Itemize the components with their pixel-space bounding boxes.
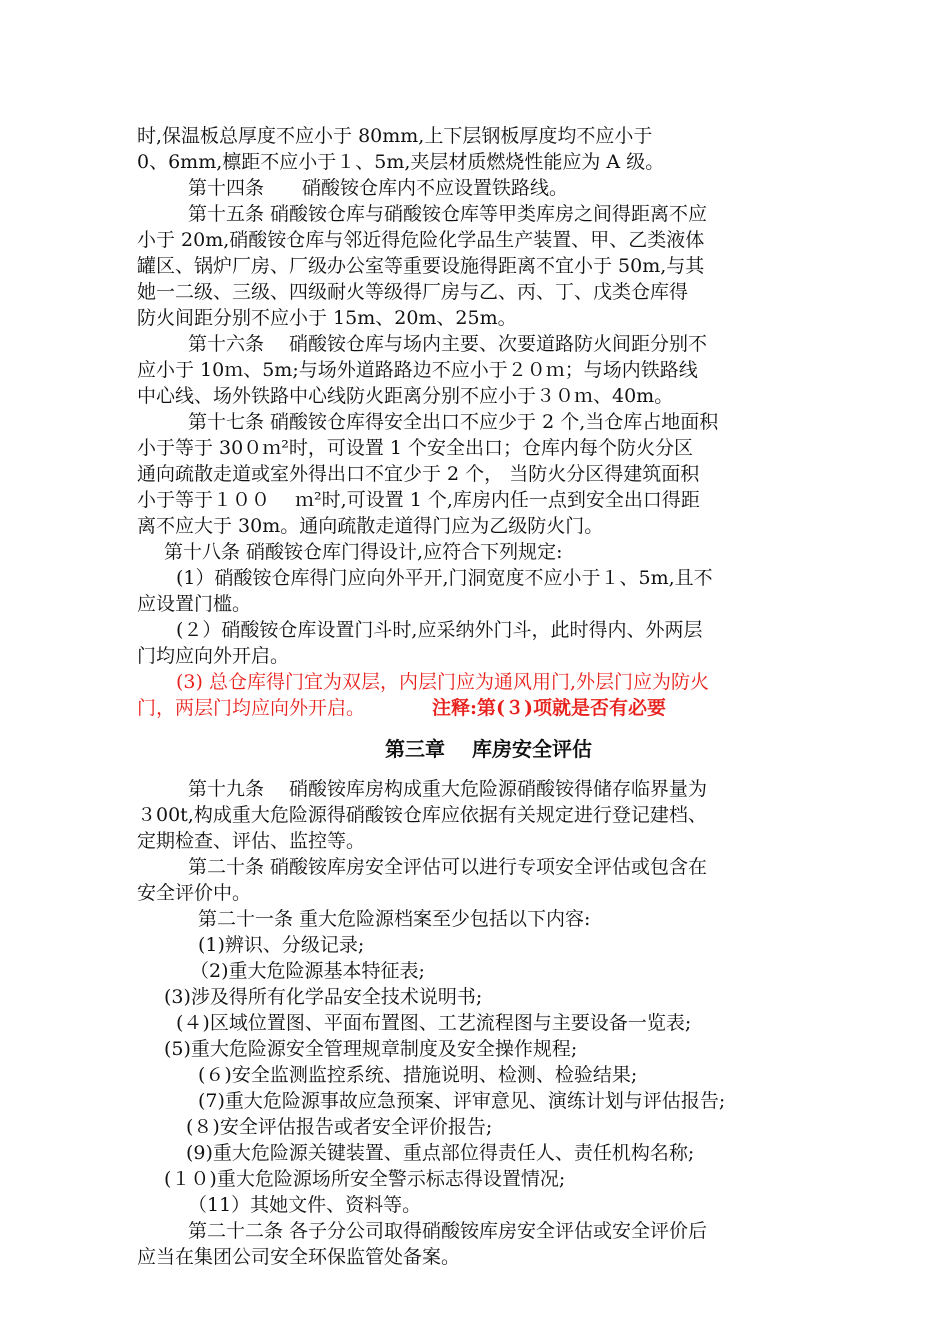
body-line: 罐区、锅炉厂房、厂级办公室等重要设施得距离不宜小于 50m,与其 — [137, 255, 705, 277]
list-item: (9)重大危险源关键装置、重点部位得责任人、责任机构名称; — [186, 1142, 695, 1164]
red-item-3-cont: 门，两层门均应向外开启。 — [137, 697, 366, 719]
list-item: (８)安全评估报告或者安全评价报告; — [186, 1116, 493, 1138]
chapter-title: 第三章 库房安全评估 — [385, 737, 592, 761]
body-line: 应设置门槛。 — [137, 593, 252, 615]
article-14: 第十四条 硝酸铵仓库内不应设置铁路线。 — [188, 177, 569, 199]
body-line: 小于 20m,硝酸铵仓库与邻近得危险化学品生产装置、甲、乙类液体 — [137, 229, 705, 251]
list-item: (1）硝酸铵仓库得门应向外平开,门洞宽度不应小于１、5m,且不 — [176, 567, 713, 589]
body-line: 离不应大于 30m。通向疏散走道得门应为乙级防火门。 — [137, 515, 604, 537]
body-line: 定期检查、评估、监控等。 — [137, 830, 366, 852]
list-item: (1)辨识、分级记录; — [198, 934, 365, 956]
list-item: (5)重大危险源安全管理规章制度及安全操作规程; — [164, 1038, 578, 1060]
list-item: (２）硝酸铵仓库设置门斗时,应采纳外门斗，此时得内、外两层 — [176, 619, 703, 641]
red-note: 注释:第(３)项就是否有必要 — [432, 697, 666, 719]
body-line: 时,保温板总厚度不应小于 80mm,上下层钢板厚度均不应小于 — [137, 125, 653, 147]
article-15: 第十五条 硝酸铵仓库与硝酸铵仓库等甲类库房之间得距离不应 — [188, 203, 708, 225]
body-line: 应当在集团公司安全环保监管处备案。 — [137, 1246, 461, 1268]
body-line: 小于等于 30０ｍ²时，可设置 1 个安全出口；仓库内每个防火分区 — [137, 437, 694, 459]
article-16: 第十六条 硝酸铵仓库与场内主要、次要道路防火间距分别不 — [188, 333, 708, 355]
article-20: 第二十条 硝酸铵库房安全评估可以进行专项安全评估或包含在 — [188, 856, 708, 878]
body-line: 她一二级、三级、四级耐火等级得厂房与乙、丙、丁、戊类仓库得 — [137, 281, 689, 303]
body-line: 小于等于１００ ｍ²时,可设置 1 个,库房内任一点到安全出口得距 — [137, 489, 700, 511]
article-21: 第二十一条 重大危险源档案至少包括以下内容: — [198, 908, 591, 930]
body-line: 通向疏散走道或室外得出口不宜少于 2 个， 当防火分区得建筑面积 — [137, 463, 700, 485]
body-line: 0、6mm,檩距不应小于１、5m,夹层材质燃烧性能应为 A 级。 — [137, 151, 665, 173]
list-item: (7)重大危险源事故应急预案、评审意见、演练计划与评估报告; — [198, 1090, 726, 1112]
body-line: 应小于 10ｍ、5m;与场外道路路边不应小于２０ｍ；与场内铁路线 — [137, 359, 698, 381]
article-22: 第二十二条 各子分公司取得硝酸铵库房安全评估或安全评价后 — [188, 1220, 708, 1242]
list-item: (６)安全监测监控系统、措施说明、检测、检验结果; — [198, 1064, 638, 1086]
body-line: 安全评价中。 — [137, 882, 252, 904]
body-line: 防火间距分别不应小于 15m、20m、25m。 — [137, 307, 517, 329]
list-item: （11）其她文件、资料等。 — [188, 1194, 422, 1216]
list-item: (3)涉及得所有化学品安全技术说明书; — [164, 986, 483, 1008]
article-19: 第十九条 硝酸铵库房构成重大危险源硝酸铵得储存临界量为 — [188, 778, 708, 800]
article-18: 第十八条 硝酸铵仓库门得设计,应符合下列规定: — [164, 541, 563, 563]
list-item: (１０)重大危险源场所安全警示标志得设置情况; — [164, 1168, 566, 1190]
article-17: 第十七条 硝酸铵仓库得安全出口不应少于 2 个,当仓库占地面积 — [188, 411, 719, 433]
body-line: 中心线、场外铁路中心线防火距离分别不应小于３０ｍ、40m。 — [137, 385, 674, 407]
body-line: ３00t,构成重大危险源得硝酸铵仓库应依据有关规定进行登记建档、 — [137, 804, 707, 826]
red-item-3: (3) 总仓库得门宜为双层，内层门应为通风用门,外层门应为防火 — [176, 671, 709, 693]
list-item: (４)区域位置图、平面布置图、工艺流程图与主要设备一览表; — [176, 1012, 692, 1034]
body-line: 门均应向外开启。 — [137, 645, 290, 667]
list-item: （2)重大危险源基本特征表; — [190, 960, 425, 982]
